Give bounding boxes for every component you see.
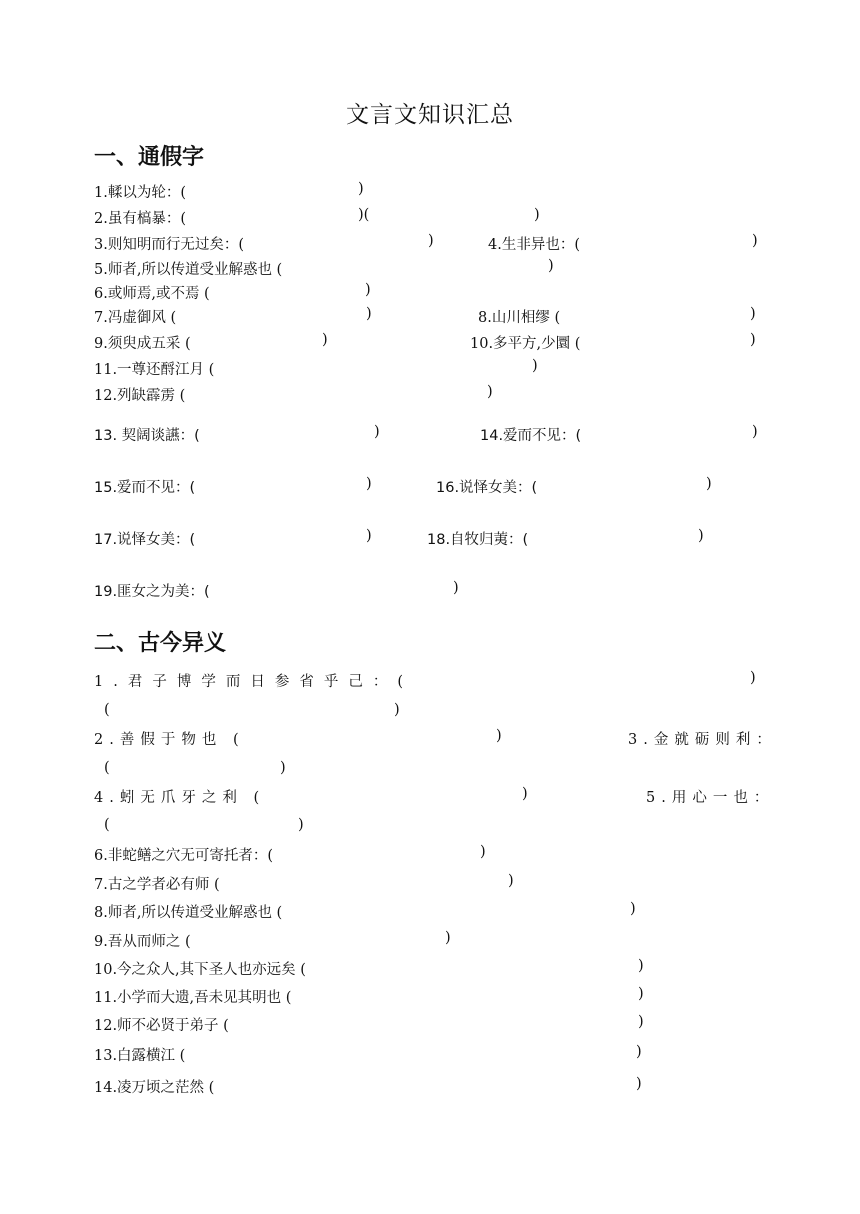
- tjz-item-17: 17.说怿女美：(: [94, 532, 196, 548]
- tjz-item-14: 14.爱而不见：(: [480, 428, 582, 444]
- tjz-item-8: 8.山川相缪 (: [478, 310, 561, 326]
- tjz-item-15-close: ): [366, 476, 372, 492]
- gjyy-item-13: 13.白露横江 (: [94, 1048, 186, 1064]
- gjyy-item-7: 7.古之学者必有师 (: [94, 877, 220, 893]
- gjyy-item-13-close: ): [636, 1044, 642, 1060]
- tjz-item-2-close: ): [534, 207, 540, 223]
- tjz-item-9-close: ): [322, 332, 328, 348]
- gjyy-item-10-close: ): [638, 958, 644, 974]
- gjyy-item-5-close: ): [298, 817, 304, 833]
- gjyy-item-11: 11.小学而大遗,吾未见其明也 (: [94, 990, 292, 1006]
- tjz-item-13: 13. 契阔谈讌：(: [94, 428, 200, 444]
- gjyy-item-2: 2.善假于物也 (: [94, 732, 245, 748]
- tjz-item-7-close: ): [366, 306, 372, 322]
- tjz-item-1-close: ): [358, 181, 364, 197]
- gjyy-item-12-close: ): [638, 1014, 644, 1030]
- section-heading-tongjiazi: 一、通假字: [94, 144, 205, 170]
- tjz-item-19-close: ): [453, 580, 459, 596]
- gjyy-item-3: 3.金就砺则利：: [628, 732, 777, 748]
- tjz-item-18: 18.自牧归荑：(: [427, 532, 529, 548]
- tjz-item-6-close: ): [365, 282, 371, 298]
- gjyy-item-6: 6.非蛇鳝之穴无可寄托者：(: [94, 848, 273, 864]
- tjz-item-2-mid: )(: [358, 207, 370, 223]
- gjyy-item-8: 8.师者,所以传道受业解惑也 (: [94, 905, 283, 921]
- gjyy-item-6-close: ): [480, 844, 486, 860]
- tjz-item-13-close: ): [374, 424, 380, 440]
- tjz-item-14-close: ): [752, 424, 758, 440]
- tjz-item-11-close: ): [532, 358, 538, 374]
- page-title: 文言文知识汇总: [346, 102, 514, 128]
- tjz-item-12-close: ): [487, 384, 493, 400]
- gjyy-item-4: 4.蚓无爪牙之利 (: [94, 790, 266, 806]
- gjyy-item-11-close: ): [638, 986, 644, 1002]
- gjyy-item-3-open: (: [104, 760, 110, 776]
- gjyy-item-2-close: ): [496, 728, 502, 744]
- tjz-item-2: 2.虽有槁暴：(: [94, 211, 186, 227]
- tjz-item-12: 12.列缺霹雳 (: [94, 388, 186, 404]
- tjz-item-17-close: ): [366, 528, 372, 544]
- tjz-item-10: 10.多平方,少圜 (: [470, 336, 581, 352]
- gjyy-item-10: 10.今之众人,其下圣人也亦远矣 (: [94, 962, 306, 978]
- tjz-item-16-close: ): [706, 476, 712, 492]
- gjyy-item-8-close: ): [630, 901, 636, 917]
- gjyy-item-9-close: ): [445, 930, 451, 946]
- gjyy-item-14: 14.凌万顷之茫然 (: [94, 1080, 215, 1096]
- tjz-item-11: 11.一尊还酹江月 (: [94, 362, 215, 378]
- gjyy-item-14-close: ): [636, 1076, 642, 1092]
- tjz-item-5-close: ): [548, 258, 554, 274]
- tjz-item-8-close: ): [750, 306, 756, 322]
- tjz-item-3-close: ): [428, 233, 434, 249]
- gjyy-item-12: 12.师不必贤于弟子 (: [94, 1018, 229, 1034]
- gjyy-item-1-close: ): [750, 670, 756, 686]
- tjz-item-9: 9.须臾成五采 (: [94, 336, 191, 352]
- gjyy-item-4-close: ): [522, 786, 528, 802]
- tjz-item-18-close: ): [698, 528, 704, 544]
- section-heading-gujinyiyi: 二、古今异义: [94, 630, 227, 656]
- gjyy-item-1-close2: ): [394, 702, 400, 718]
- tjz-item-7: 7.冯虚御风 (: [94, 310, 177, 326]
- gjyy-item-7-close: ): [508, 873, 514, 889]
- tjz-item-4-close: ): [752, 233, 758, 249]
- gjyy-item-1-open2: (: [104, 702, 110, 718]
- tjz-item-19: 19.匪女之为美：(: [94, 584, 210, 600]
- tjz-item-5: 5.师者,所以传道受业解惑也 (: [94, 262, 283, 278]
- gjyy-item-5: 5.用心一也：: [646, 790, 775, 806]
- tjz-item-16: 16.说怿女美：(: [436, 480, 538, 496]
- gjyy-item-1: 1.君子博学而日参省乎己：(: [94, 674, 413, 690]
- tjz-item-15: 15.爱而不见：(: [94, 480, 196, 496]
- tjz-item-10-close: ): [750, 332, 756, 348]
- tjz-item-6: 6.或师焉,或不焉 (: [94, 286, 210, 302]
- gjyy-item-5-open: (: [104, 817, 110, 833]
- gjyy-item-3-close: ): [280, 760, 286, 776]
- tjz-item-1: 1.輮以为轮：(: [94, 185, 186, 201]
- gjyy-item-9: 9.吾从而师之 (: [94, 934, 191, 950]
- tjz-item-4: 4.生非异也：(: [488, 237, 580, 253]
- tjz-item-3: 3.则知明而行无过矣：(: [94, 237, 244, 253]
